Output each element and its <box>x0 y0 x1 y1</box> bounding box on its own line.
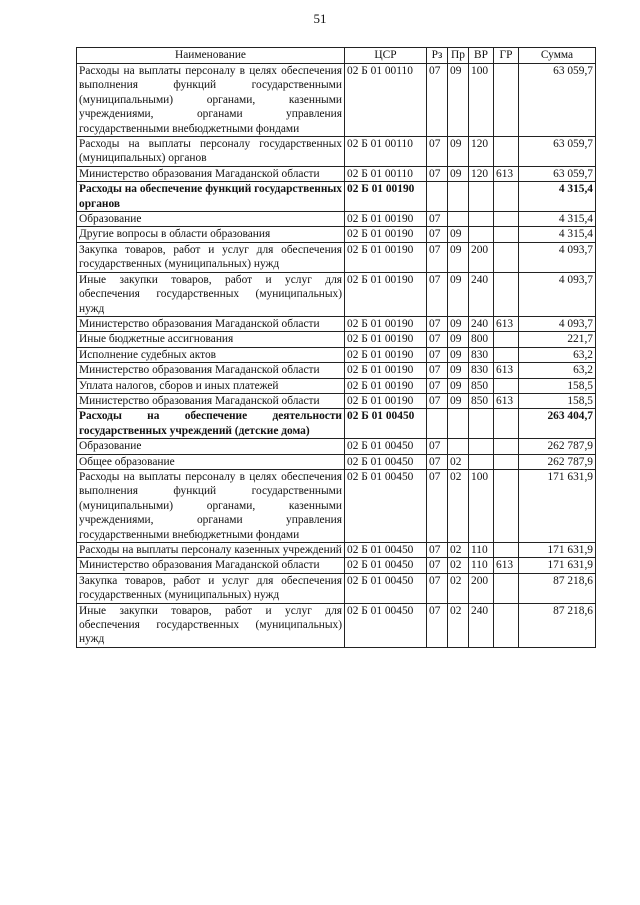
cell-vr: 100 <box>469 64 494 137</box>
cell-csr: 02 Б 01 00450 <box>345 439 427 454</box>
table-row <box>77 182 596 212</box>
table-row <box>77 573 596 603</box>
cell-pr: 02 <box>448 603 469 647</box>
cell-rz: 07 <box>427 393 448 408</box>
cell-pr: 02 <box>448 454 469 469</box>
cell-sum: 263 404,7 <box>519 409 596 439</box>
cell-sum: 158,5 <box>519 378 596 393</box>
cell-vr: 200 <box>469 573 494 603</box>
cell-vr: 120 <box>469 166 494 181</box>
cell-name: Иные закупки товаров, работ и услуг для обеспечения государственных (муниципальных) нужд <box>77 272 345 316</box>
cell-pr <box>448 182 469 212</box>
cell-rz: 07 <box>427 272 448 316</box>
cell-sum: 63 059,7 <box>519 166 596 181</box>
cell-rz: 07 <box>427 543 448 558</box>
table-row <box>77 137 596 167</box>
cell-vr <box>469 227 494 242</box>
cell-name: Министерство образования Магаданской области <box>77 363 345 378</box>
cell-rz: 07 <box>427 347 448 362</box>
cell-pr: 02 <box>448 558 469 573</box>
cell-csr: 02 Б 01 00450 <box>345 573 427 603</box>
cell-vr: 850 <box>469 393 494 408</box>
cell-sum: 87 218,6 <box>519 603 596 647</box>
cell-pr: 09 <box>448 272 469 316</box>
cell-sum: 4 093,7 <box>519 242 596 272</box>
cell-name: Расходы на обеспечение функций государственных органов <box>77 182 345 212</box>
cell-rz: 07 <box>427 439 448 454</box>
cell-rz: 07 <box>427 227 448 242</box>
cell-vr: 800 <box>469 332 494 347</box>
cell-name: Образование <box>77 212 345 227</box>
cell-vr: 240 <box>469 603 494 647</box>
cell-gr <box>494 242 519 272</box>
cell-sum: 4 093,7 <box>519 272 596 316</box>
cell-name: Министерство образования Магаданской области <box>77 316 345 331</box>
cell-name: Расходы на обеспечение деятельности государственных учреждений (детские дома) <box>77 409 345 439</box>
budget-table <box>76 47 596 648</box>
cell-name: Образование <box>77 439 345 454</box>
cell-csr: 02 Б 01 00450 <box>345 543 427 558</box>
cell-rz: 07 <box>427 332 448 347</box>
table-row <box>77 363 596 378</box>
cell-rz: 07 <box>427 137 448 167</box>
cell-sum: 158,5 <box>519 393 596 408</box>
cell-pr <box>448 212 469 227</box>
cell-vr: 240 <box>469 316 494 331</box>
cell-sum: 63,2 <box>519 363 596 378</box>
cell-name: Расходы на выплаты персоналу в целях обеспечения выполнения функций государственными (муниципальными) органами, казенными учреждениями, органами управления государственными внебюджетными фондами <box>77 64 345 137</box>
table-row <box>77 393 596 408</box>
table-row <box>77 347 596 362</box>
cell-gr: 613 <box>494 316 519 331</box>
cell-gr <box>494 454 519 469</box>
header-pr: Пр <box>448 48 469 64</box>
cell-vr: 240 <box>469 272 494 316</box>
table-row <box>77 212 596 227</box>
table-row <box>77 454 596 469</box>
table-header-row <box>77 48 596 64</box>
cell-sum: 221,7 <box>519 332 596 347</box>
cell-pr: 09 <box>448 242 469 272</box>
cell-vr: 120 <box>469 137 494 167</box>
cell-csr: 02 Б 01 00190 <box>345 272 427 316</box>
cell-name: Общее образование <box>77 454 345 469</box>
cell-rz: 07 <box>427 166 448 181</box>
cell-sum: 262 787,9 <box>519 439 596 454</box>
cell-csr: 02 Б 01 00190 <box>345 347 427 362</box>
cell-sum: 4 315,4 <box>519 182 596 212</box>
cell-sum: 87 218,6 <box>519 573 596 603</box>
cell-vr: 110 <box>469 558 494 573</box>
cell-csr: 02 Б 01 00190 <box>345 363 427 378</box>
table-row <box>77 378 596 393</box>
cell-rz: 07 <box>427 64 448 137</box>
cell-pr: 09 <box>448 332 469 347</box>
cell-csr: 02 Б 01 00190 <box>345 227 427 242</box>
cell-csr: 02 Б 01 00190 <box>345 316 427 331</box>
header-gr: ГР <box>494 48 519 64</box>
table-row <box>77 439 596 454</box>
cell-rz: 07 <box>427 558 448 573</box>
cell-rz: 07 <box>427 242 448 272</box>
cell-sum: 63 059,7 <box>519 137 596 167</box>
cell-rz: 07 <box>427 212 448 227</box>
cell-gr <box>494 182 519 212</box>
cell-vr <box>469 454 494 469</box>
cell-vr: 100 <box>469 469 494 542</box>
cell-pr: 02 <box>448 543 469 558</box>
header-rz: Рз <box>427 48 448 64</box>
cell-gr <box>494 272 519 316</box>
cell-name: Министерство образования Магаданской области <box>77 393 345 408</box>
cell-gr <box>494 573 519 603</box>
cell-sum: 4 093,7 <box>519 316 596 331</box>
cell-csr: 02 Б 01 00190 <box>345 393 427 408</box>
cell-gr <box>494 227 519 242</box>
table-row <box>77 558 596 573</box>
cell-sum: 4 315,4 <box>519 212 596 227</box>
cell-name: Министерство образования Магаданской области <box>77 166 345 181</box>
cell-name: Расходы на выплаты персоналу в целях обеспечения выполнения функций государственными (муниципальными) органами, казенными учреждениями, органами управления государственными внебюджетными фондами <box>77 469 345 542</box>
cell-name: Исполнение судебных актов <box>77 347 345 362</box>
cell-name: Закупка товаров, работ и услуг для обеспечения государственных (муниципальных) нужд <box>77 242 345 272</box>
header-sum: Сумма <box>519 48 596 64</box>
cell-gr: 613 <box>494 558 519 573</box>
cell-gr <box>494 603 519 647</box>
table-row <box>77 316 596 331</box>
table-row <box>77 543 596 558</box>
cell-gr <box>494 64 519 137</box>
cell-csr: 02 Б 01 00450 <box>345 454 427 469</box>
cell-pr: 09 <box>448 64 469 137</box>
cell-pr: 09 <box>448 137 469 167</box>
table-row <box>77 332 596 347</box>
cell-sum: 4 315,4 <box>519 227 596 242</box>
cell-csr: 02 Б 01 00190 <box>345 332 427 347</box>
cell-pr: 02 <box>448 573 469 603</box>
cell-vr <box>469 212 494 227</box>
cell-rz: 07 <box>427 363 448 378</box>
cell-sum: 171 631,9 <box>519 469 596 542</box>
table-row <box>77 242 596 272</box>
table-row <box>77 409 596 439</box>
cell-vr <box>469 439 494 454</box>
cell-gr: 613 <box>494 363 519 378</box>
cell-sum: 171 631,9 <box>519 558 596 573</box>
cell-rz: 07 <box>427 316 448 331</box>
cell-name: Расходы на выплаты персоналу казенных учреждений <box>77 543 345 558</box>
header-vr: ВР <box>469 48 494 64</box>
cell-gr: 613 <box>494 393 519 408</box>
cell-name: Министерство образования Магаданской области <box>77 558 345 573</box>
cell-csr: 02 Б 01 00450 <box>345 558 427 573</box>
cell-pr: 09 <box>448 316 469 331</box>
cell-vr <box>469 409 494 439</box>
cell-csr: 02 Б 01 00450 <box>345 469 427 542</box>
cell-csr: 02 Б 01 00450 <box>345 603 427 647</box>
cell-pr: 02 <box>448 469 469 542</box>
cell-csr: 02 Б 01 00190 <box>345 242 427 272</box>
table-row <box>77 166 596 181</box>
cell-sum: 262 787,9 <box>519 454 596 469</box>
cell-name: Закупка товаров, работ и услуг для обеспечения государственных (муниципальных) нужд <box>77 573 345 603</box>
cell-rz <box>427 182 448 212</box>
cell-csr: 02 Б 01 00450 <box>345 409 427 439</box>
table-row <box>77 227 596 242</box>
cell-csr: 02 Б 01 00190 <box>345 378 427 393</box>
cell-name: Иные закупки товаров, работ и услуг для обеспечения государственных (муниципальных) нужд <box>77 603 345 647</box>
cell-rz: 07 <box>427 573 448 603</box>
cell-pr <box>448 439 469 454</box>
cell-sum: 63,2 <box>519 347 596 362</box>
cell-vr: 850 <box>469 378 494 393</box>
cell-pr: 09 <box>448 378 469 393</box>
cell-gr <box>494 439 519 454</box>
cell-vr: 830 <box>469 363 494 378</box>
cell-gr <box>494 409 519 439</box>
cell-gr <box>494 469 519 542</box>
cell-rz: 07 <box>427 603 448 647</box>
page-number: 51 <box>313 11 327 26</box>
cell-vr: 830 <box>469 347 494 362</box>
cell-rz: 07 <box>427 378 448 393</box>
cell-rz: 07 <box>427 454 448 469</box>
table-row <box>77 469 596 542</box>
cell-gr <box>494 543 519 558</box>
cell-vr <box>469 182 494 212</box>
cell-csr: 02 Б 01 00110 <box>345 166 427 181</box>
cell-csr: 02 Б 01 00110 <box>345 64 427 137</box>
cell-pr: 09 <box>448 166 469 181</box>
table-row <box>77 272 596 316</box>
cell-csr: 02 Б 01 00190 <box>345 212 427 227</box>
cell-csr: 02 Б 01 00110 <box>345 137 427 167</box>
cell-gr <box>494 378 519 393</box>
cell-name: Уплата налогов, сборов и иных платежей <box>77 378 345 393</box>
cell-name: Другие вопросы в области образования <box>77 227 345 242</box>
cell-gr <box>494 332 519 347</box>
cell-vr: 110 <box>469 543 494 558</box>
cell-pr: 09 <box>448 363 469 378</box>
cell-pr: 09 <box>448 227 469 242</box>
table-row <box>77 603 596 647</box>
header-name: Наименование <box>77 48 345 64</box>
cell-rz: 07 <box>427 469 448 542</box>
cell-pr: 09 <box>448 393 469 408</box>
cell-vr: 200 <box>469 242 494 272</box>
cell-gr <box>494 212 519 227</box>
cell-pr <box>448 409 469 439</box>
cell-pr: 09 <box>448 347 469 362</box>
header-csr: ЦСР <box>345 48 427 64</box>
cell-rz <box>427 409 448 439</box>
cell-csr: 02 Б 01 00190 <box>345 182 427 212</box>
cell-sum: 63 059,7 <box>519 64 596 137</box>
cell-gr <box>494 137 519 167</box>
cell-gr <box>494 347 519 362</box>
cell-sum: 171 631,9 <box>519 543 596 558</box>
cell-gr: 613 <box>494 166 519 181</box>
cell-name: Иные бюджетные ассигнования <box>77 332 345 347</box>
cell-name: Расходы на выплаты персоналу государственных (муниципальных) органов <box>77 137 345 167</box>
table-row <box>77 64 596 137</box>
table-body <box>77 64 596 648</box>
